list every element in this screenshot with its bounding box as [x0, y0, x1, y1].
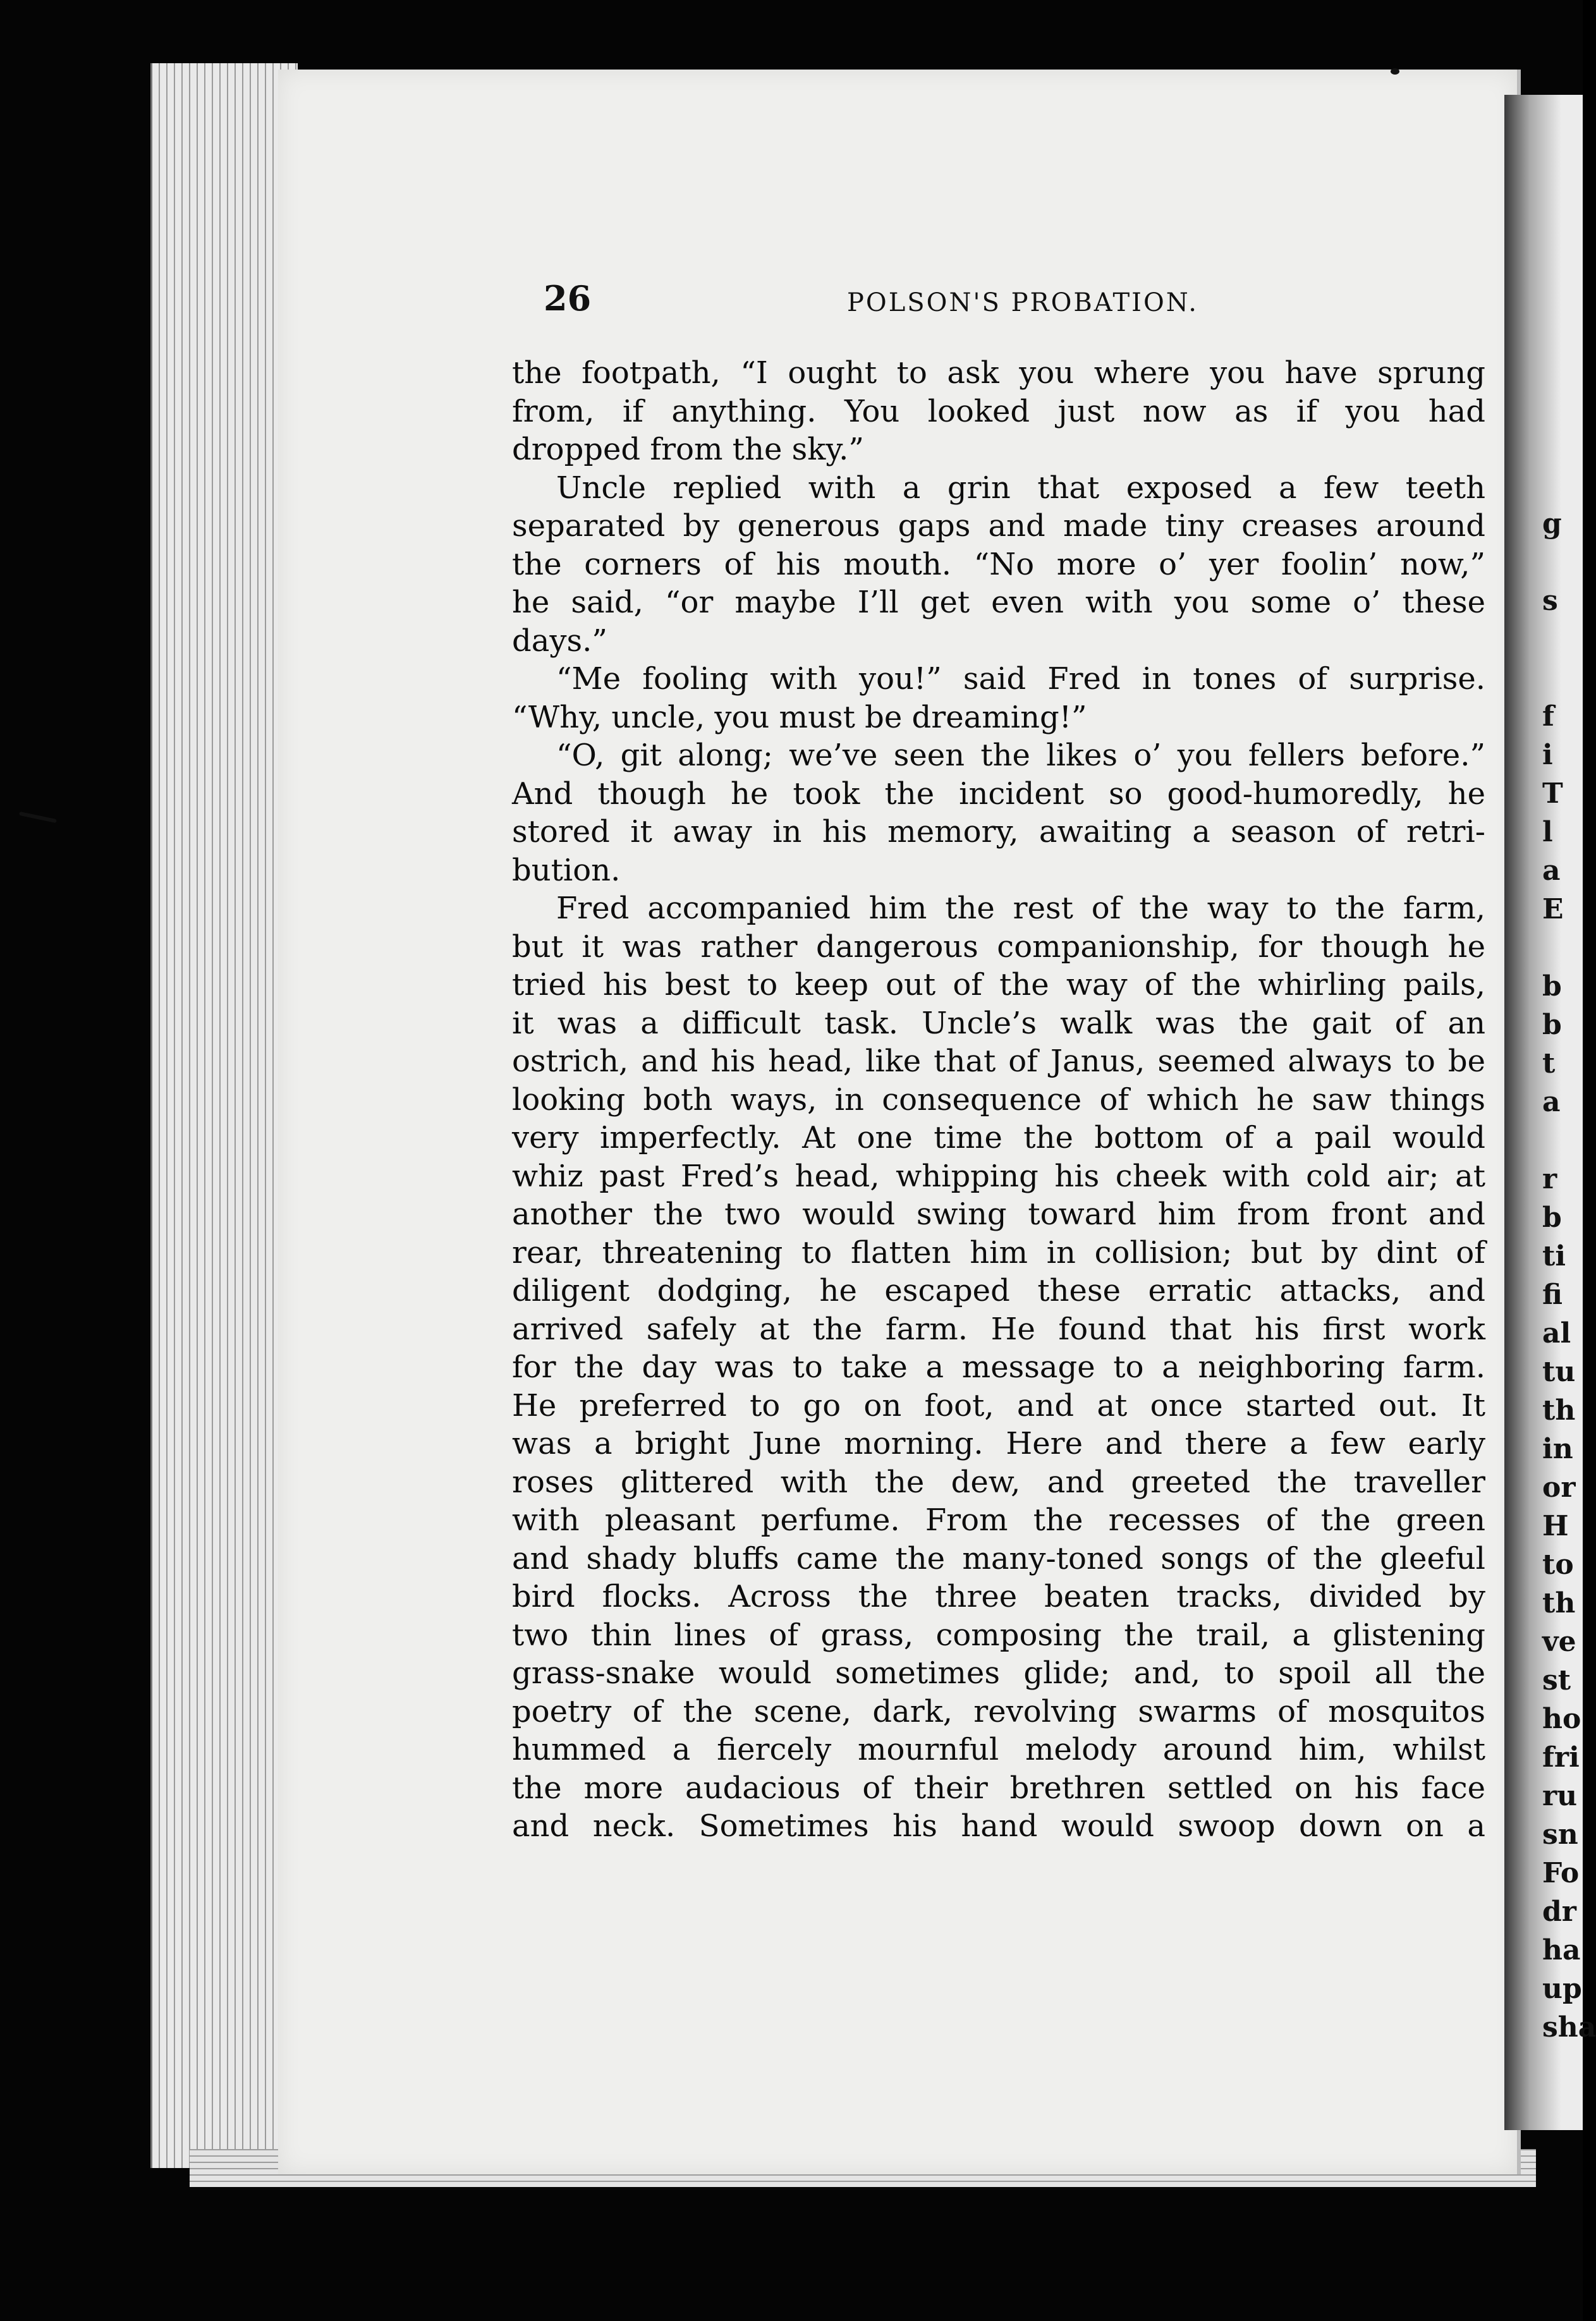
facing-page-fragment: up — [1542, 1973, 1582, 2005]
facing-page-fragment: in — [1542, 1433, 1573, 1465]
text-line: for the day was to take a message to a neighboring farm. — [512, 1349, 1485, 1385]
text-line: diligent dodging, he escaped these erratic attacks, and — [512, 1273, 1485, 1308]
facing-page-fragment: g — [1542, 508, 1562, 540]
text-line: days.” — [512, 623, 607, 659]
page-stack-edges — [150, 63, 298, 2168]
facing-page-fragment: E — [1542, 893, 1564, 925]
text-line: rear, threatening to flatten him in collision; but by dint of — [512, 1234, 1485, 1270]
text-line: the corners of his mouth. “No more o’ yer foolin’ now,” — [512, 546, 1485, 582]
text-line: whiz past Fred’s head, whipping his cheek with cold air; at — [512, 1158, 1485, 1194]
facing-page-sliver — [1504, 95, 1596, 2130]
text-line: was a bright June morning. Here and there a few early — [512, 1426, 1485, 1461]
scan-speck — [1391, 68, 1399, 75]
text-line: “Why, uncle, you must be dreaming!” — [512, 699, 1087, 735]
facing-page-fragment: ha — [1542, 1934, 1581, 1966]
facing-page-fragment: H — [1542, 1510, 1569, 1542]
text-line: but it was rather dangerous companionship, for though he — [512, 929, 1485, 965]
facing-page-fragment: th — [1542, 1394, 1576, 1427]
text-line: Fred accompanied him the rest of the way to the farm, — [556, 891, 1485, 926]
facing-page-fragment: tu — [1542, 1356, 1576, 1388]
text-line: he said, “or maybe I’ll get even with you some o’ these — [512, 585, 1485, 620]
facing-page-fragment: i — [1542, 739, 1553, 771]
facing-page-fragment: f — [1542, 700, 1554, 733]
text-line: and neck. Sometimes his hand would swoop down on a — [512, 1808, 1485, 1844]
text-line: ostrich, and his head, like that of Janus, seemed always to be — [512, 1044, 1485, 1079]
text-line: another the two would swing toward him from front and — [512, 1197, 1485, 1232]
facing-page-fragment: al — [1542, 1317, 1571, 1349]
facing-page-fragment: ti — [1542, 1240, 1566, 1272]
text-line: roses glittered with the dew, and greeted the traveller — [512, 1464, 1485, 1500]
facing-page-fragment: dr — [1542, 1896, 1576, 1928]
text-line: grass-snake would sometimes glide; and, to spoil all the — [512, 1655, 1485, 1691]
facing-page-fragment: a — [1542, 855, 1561, 887]
text-line: the more audacious of their brethren settled on his face — [512, 1770, 1485, 1806]
text-line: bution. — [512, 852, 621, 888]
facing-page-fragment: b — [1542, 1202, 1562, 1234]
text-line: looking both ways, in consequence of which he saw things — [512, 1081, 1485, 1118]
facing-page-fragment: sn — [1542, 1818, 1578, 1851]
text-line: with pleasant perfume. From the recesses of the green — [512, 1502, 1485, 1538]
running-title: POLSON'S PROBATION. — [847, 288, 1198, 317]
facing-page-fragment: b — [1542, 970, 1562, 1002]
text-line: separated by generous gaps and made tiny creases around — [512, 508, 1485, 544]
text-line: He preferred to go on foot, and at once started out. It — [512, 1387, 1485, 1423]
text-line: Uncle replied with a grin that exposed a few teeth — [556, 470, 1485, 506]
text-line: it was a difficult task. Uncle’s walk was the gait of an — [512, 1005, 1485, 1041]
facing-page-fragment: sha — [1542, 2011, 1596, 2044]
text-line: very imperfectly. At one time the bottom of a pail would — [512, 1120, 1485, 1155]
facing-page-fragment: fri — [1542, 1741, 1580, 1774]
text-line: “Me fooling with you!” said Fred in tones of surprise. — [556, 661, 1485, 697]
facing-page-fragment: or — [1542, 1471, 1576, 1504]
facing-page-fragment: ru — [1542, 1780, 1578, 1812]
facing-page-fragment: b — [1542, 1009, 1562, 1041]
facing-page-fragment: th — [1542, 1587, 1576, 1619]
page-number: 26 — [544, 278, 592, 319]
facing-page-fragment: ve — [1542, 1626, 1576, 1658]
text-line: arrived safely at the farm. He found that his first work — [512, 1311, 1485, 1347]
text-line: “O, git along; we’ve seen the likes o’ you fellers before.” — [556, 738, 1485, 773]
text-line: tried his best to keep out of the way of the whirling pails, — [512, 967, 1485, 1002]
facing-page-fragment: r — [1542, 1163, 1557, 1195]
text-line: poetry of the scene, dark, revolving swarms of mosquitos — [512, 1693, 1485, 1729]
facing-page-fragment: st — [1542, 1664, 1571, 1697]
text-line: stored it away in his memory, awaiting a season of retri- — [512, 814, 1485, 850]
facing-page-fragment: fi — [1542, 1279, 1562, 1311]
text-line: and shady bluffs came the many-toned songs of the gleeful — [512, 1540, 1485, 1576]
facing-page-fragment: t — [1542, 1047, 1556, 1080]
text-line: two thin lines of grass, composing the trail, a glistening — [512, 1617, 1485, 1653]
facing-page-fragment: ho — [1542, 1703, 1581, 1735]
body-text — [512, 354, 1485, 1846]
text-line: hummed a fiercely mournful melody around him, whilst — [512, 1732, 1485, 1767]
facing-page-fragment: s — [1542, 585, 1558, 617]
facing-page-fragment: Fo — [1542, 1857, 1580, 1889]
facing-page-fragment: to — [1542, 1549, 1574, 1581]
facing-page-fragment: l — [1542, 816, 1553, 848]
text-line: And though he took the incident so good-humoredly, he — [512, 776, 1485, 812]
text-line: dropped from the sky.” — [512, 432, 864, 467]
text-line: bird flocks. Across the three beaten tracks, divided by — [512, 1579, 1485, 1614]
facing-page-fragment: T — [1542, 777, 1563, 810]
facing-page-fragment: a — [1542, 1086, 1561, 1118]
text-line: from, if anything. You looked just now as if you had — [512, 393, 1485, 429]
text-line: the footpath, “I ought to ask you where you have sprung — [512, 355, 1485, 391]
